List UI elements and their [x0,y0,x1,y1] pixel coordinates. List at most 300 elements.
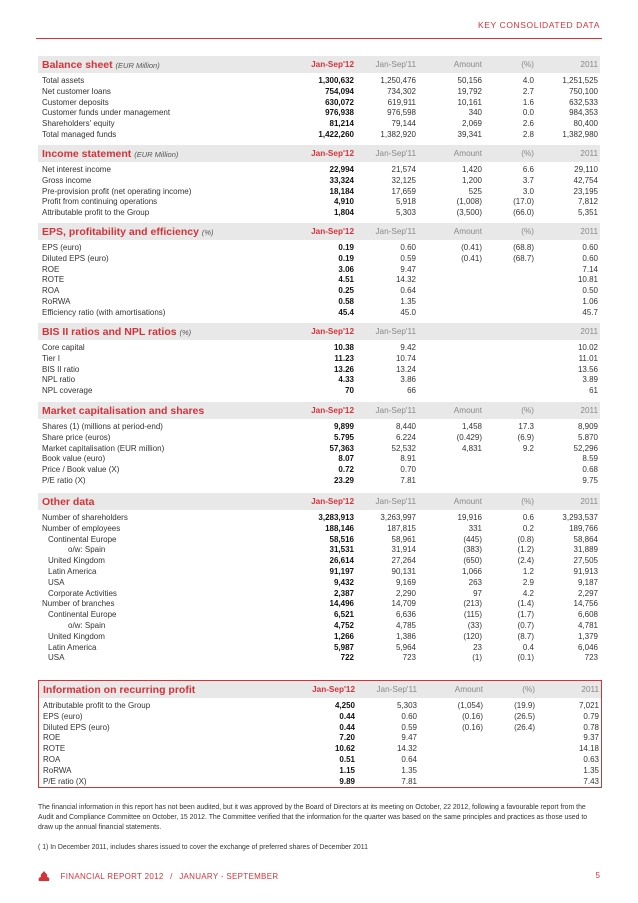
row-label: USA [48,653,65,663]
cell-v2: 14,709 [391,599,416,609]
row-label: Shares (1) (millions at period-end) [42,422,163,431]
cell-v2: 6,636 [395,610,416,620]
cell-v3: 1,066 [461,566,482,576]
cell-v4 [482,365,534,376]
cell-v1: 1,300,632 [318,76,354,85]
cell-v3 [417,755,483,766]
cell-v1: 4.33 [338,375,354,385]
table-row [38,187,600,198]
table-row [38,545,600,556]
cell-v4: (0.1) [517,653,534,663]
cell-v4: 6.6 [522,165,534,174]
bis-ratios-section [38,323,600,397]
cell-v2: 58,961 [391,534,416,544]
cell-v1: 5.795 [333,432,354,442]
table-row [38,197,600,208]
cell-v4: 17.3 [518,422,534,431]
column-header-c2: Jan-Sep'11 [375,497,416,506]
section-title-text: Balance sheet [42,58,113,71]
table-row [38,108,600,119]
market-cap-section [38,402,600,487]
table-row [38,599,600,610]
cell-v5: 23,195 [573,186,598,196]
cell-v1: 0.58 [338,296,354,306]
section-rows [38,419,600,487]
cell-v3: (1,054) [457,701,483,710]
section-title-text: EPS, profitability and efficiency [42,225,199,238]
row-label: Attributable profit to the Group [43,701,151,710]
cell-v5: 14.18 [578,744,599,754]
cell-v4 [483,744,535,755]
table-row [39,766,601,777]
cell-v5: 80,400 [573,119,598,129]
column-header-c2: Jan-Sep'11 [375,406,416,415]
table-row [38,98,600,109]
cell-v4: (0.8) [517,534,534,544]
cell-v4: 0.0 [522,108,534,118]
row-label: Profit from continuing operations [42,197,158,207]
cell-v1: 0.44 [339,722,355,732]
table-row [38,524,600,535]
cell-v5: 0.60 [582,253,598,263]
cell-v2: 52,532 [391,443,416,453]
cell-v2: 27,264 [391,556,416,566]
cell-v5: 27,505 [573,556,598,566]
row-label: USA [48,577,65,587]
audit-note: The financial information in this report has not been audited, but it was approved by the Board of Directors at its meeting on October, 22 2012, following a favourable report from the Audit and Compliance Committee on October, 15 2012. The Committee verified that the information for the quarter was based on the same principles and practices as those used to draw up the annual financial statements. [38,804,588,831]
cell-v1: 57,363 [329,443,354,453]
cell-v3 [417,766,483,777]
recurring-profit-section [38,680,602,788]
row-label: Total assets [42,76,85,85]
section-unit: (EUR Million) [134,149,179,159]
flame-logo-icon [38,871,50,883]
column-header-c5: 2011 [580,227,598,236]
cell-v3 [416,465,482,476]
cell-v5: 1.35 [583,765,599,775]
row-label: NPL coverage [42,386,93,396]
cell-v3: (0.41) [461,243,482,252]
cell-v2: 90,131 [391,566,416,576]
table-row [39,712,601,723]
cell-v1: 7.20 [339,733,355,743]
cell-v3 [416,286,482,297]
cell-v1: 0.25 [338,286,354,296]
cell-v3: (120) [463,631,482,641]
cell-v4: 2.8 [522,129,534,139]
cell-v2: 4,785 [395,620,416,630]
row-label: EPS (euro) [43,711,83,721]
table-row [38,343,600,354]
header-rule [36,38,602,39]
cell-v5: 0.63 [583,754,599,764]
cell-v1: 6,521 [333,610,354,620]
cell-v2: 8.91 [400,454,416,464]
row-label: Net customer loans [42,86,111,96]
cell-v2: 31,914 [391,545,416,555]
row-label: Efficiency ratio (with amortisations) [42,307,166,317]
section-rows [38,162,600,219]
table-row [39,701,601,712]
row-label: Diluted EPS (euro) [42,253,109,263]
table-row [38,165,600,176]
cell-v3 [417,733,483,744]
row-label: Number of shareholders [42,513,128,522]
section-unit: (EUR Million) [115,60,160,70]
column-header-c3: Amount [453,406,482,415]
cell-v2: 6.224 [395,432,416,442]
table-row [38,119,600,130]
cell-v5: 4,781 [577,620,598,630]
column-header-c1: Jan-Sep'12 [311,60,354,69]
column-header-c1: Jan-Sep'12 [311,227,354,236]
cell-v5: 58,864 [573,534,598,544]
column-header-c2: Jan-Sep'11 [375,149,416,158]
cell-v4: 0.4 [522,642,534,652]
cell-v5: 61 [589,386,598,396]
cell-v3: 340 [468,108,482,118]
cell-v2: 3.86 [400,375,416,385]
table-row [38,643,600,654]
cell-v4: (68.8) [513,243,534,252]
section-title-text: Information on recurring profit [43,683,196,696]
cell-v4 [482,386,534,397]
cell-v5: 3.89 [582,375,598,385]
cell-v1: 9.89 [339,776,355,786]
cell-v1: 3.06 [338,264,354,274]
cell-v4: 0.2 [522,523,534,533]
cell-v2: 723 [402,653,416,663]
row-label: Shareholders' equity [42,119,115,129]
row-label: Continental Europe [48,534,117,544]
column-header-c5: 2011 [581,685,599,694]
row-label: Pre-provision profit (net operating income) [42,186,192,196]
column-header-c4: (%) [521,60,534,69]
cell-v3 [416,265,482,276]
cell-v1: 188,146 [325,523,354,533]
cell-v1: 0.51 [339,754,355,764]
cell-v5: 0.60 [582,243,598,252]
cell-v3: (1) [472,653,482,663]
row-label: ROA [42,286,60,296]
cell-v1: 4,250 [334,701,355,710]
cell-v1: 81,214 [329,119,354,129]
section-unit: (%) [179,327,192,337]
cell-v3: 50,156 [457,76,482,85]
table-row [38,375,600,386]
row-label: Diluted EPS (euro) [43,722,110,732]
row-label: Latin America [48,642,97,652]
cell-v4: (8.7) [517,631,534,641]
row-label: RoRWA [43,765,72,775]
column-header-c1: Jan-Sep'12 [311,497,354,506]
cell-v5: 750,100 [569,86,598,96]
section-header [38,493,600,510]
table-row [38,243,600,254]
cell-v2: 0.64 [401,754,417,764]
table-row [38,465,600,476]
cell-v1: 70 [345,386,354,396]
cell-v2: 13.24 [395,364,416,374]
cell-v1: 630,072 [325,97,354,107]
cell-v3 [417,744,483,755]
cell-v1: 91,197 [329,566,354,576]
cell-v5: 5,351 [577,208,598,218]
table-row [38,130,600,141]
section-header [38,323,600,340]
cell-v3 [417,777,483,788]
cell-v1: 13.26 [333,364,354,374]
row-label: ROE [43,733,61,743]
row-label: EPS (euro) [42,243,82,252]
cell-v4: 2.6 [522,119,534,129]
cell-v2: 0.70 [400,465,416,475]
row-label: ROE [42,264,60,274]
table-row [38,297,600,308]
cell-v5: 11.01 [578,353,598,363]
row-label: BIS II ratio [42,364,80,374]
cell-v1: 8.07 [338,454,354,464]
footer-report-title: FINANCIAL REPORT 2012 [60,872,164,882]
cell-v1: 4,910 [333,197,354,207]
table-row [39,723,601,734]
row-label: Book value (euro) [42,454,106,464]
cell-v1: 1,266 [333,631,354,641]
table-row [39,744,601,755]
cell-v4: 1.2 [522,566,534,576]
cell-v3: (445) [463,534,482,544]
section-title [39,684,307,696]
cell-v2: 1.35 [400,296,416,306]
cell-v4: 2.9 [522,577,534,587]
cell-v5: 9,187 [577,577,598,587]
column-header-c5: 2011 [580,149,598,158]
cell-v5: 10.02 [577,343,598,352]
cell-v2: 9.47 [401,733,417,743]
section-title [38,148,306,160]
column-header-c2: Jan-Sep'11 [375,327,416,336]
cell-v1: 722 [340,653,354,663]
row-label: Market capitalisation (EUR million) [42,443,165,453]
cell-v5: 189,766 [569,523,598,533]
column-header-c4: (%) [521,149,534,158]
cell-v2: 2,290 [395,588,416,598]
cell-v5: 7,812 [577,197,598,207]
cell-v2: 9.42 [400,343,416,352]
section-title [38,59,306,71]
row-label: United Kingdom [48,631,105,641]
column-header-c4: (%) [521,406,534,415]
cell-v5: 45.7 [582,307,598,317]
column-header-c4: (%) [521,227,534,236]
row-label: Net interest income [42,165,111,174]
section-header [38,145,600,162]
cell-v3: (0.16) [462,711,483,721]
column-header-c3: Amount [454,685,483,694]
cell-v2: 0.60 [401,711,417,721]
table-row [38,535,600,546]
cell-v1: 18,184 [329,186,354,196]
table-row [38,632,600,643]
table-row [38,433,600,444]
cell-v3: (115) [463,610,482,620]
cell-v2: 17,659 [391,186,416,196]
cell-v5: 6,046 [577,642,598,652]
cell-v2: 66 [407,386,416,396]
cell-v5: 0.78 [583,722,599,732]
table-row [38,578,600,589]
cell-v3 [416,386,482,397]
eps-profitability-section [38,223,600,319]
cell-v4: (6.9) [517,432,534,442]
column-header-c5: 2011 [580,497,598,506]
section-rows [38,240,600,319]
row-label: Total managed funds [42,129,117,139]
cell-v5: 7.43 [583,776,599,786]
other-data-section [38,493,600,664]
section-title-text: Other data [42,495,95,508]
cell-v5: 7,021 [578,701,599,710]
cell-v5: 52,296 [573,443,598,453]
cell-v1: 9,432 [333,577,354,587]
cell-v2: 187,815 [387,523,416,533]
footer-separator: / [170,872,173,882]
cell-v5: 10.81 [577,275,598,285]
cell-v2: 9,169 [395,577,416,587]
cell-v3: (650) [463,556,482,566]
cell-v3: 19,792 [457,86,482,96]
row-label: P/E ratio (X) [43,776,87,786]
cell-v4: (1.2) [517,545,534,555]
row-label: Customer deposits [42,97,109,107]
cell-v1: 1,422,260 [318,129,354,139]
cell-v2: 5,964 [395,642,416,652]
cell-v1: 23.29 [333,475,354,485]
row-label: ROTE [43,744,66,754]
section-rows [38,73,600,141]
cell-v5: 8.59 [582,454,598,464]
table-row [38,208,600,219]
cell-v5: 91,913 [573,566,598,576]
cell-v2: 0.64 [400,286,416,296]
cell-v1: 33,324 [329,175,354,185]
section-title [38,405,306,417]
cell-v4 [483,777,535,788]
cell-v2: 14.32 [396,744,417,754]
cell-v5: 8,909 [577,422,598,431]
cell-v2: 0.59 [401,722,417,732]
page-header-title: KEY CONSOLIDATED DATA [477,20,600,30]
cell-v1: 0.19 [338,243,354,252]
cell-v2: 1,386 [395,631,416,641]
section-rows [38,340,600,397]
row-label: Price / Book value (X) [42,465,120,475]
column-header-c2: Jan-Sep'11 [376,685,417,694]
row-label: Corporate Activities [48,588,117,598]
cell-v3: 10,161 [457,97,482,107]
row-label: Customer funds under management [42,108,171,118]
cell-v4 [482,297,534,308]
section-title [38,496,306,508]
cell-v1: 4,752 [333,620,354,630]
table-row [38,254,600,265]
row-label: Number of branches [42,599,115,609]
footnote: ( 1) In December 2011, includes shares issued to cover the exchange of preferred shares of December 2011 [38,844,368,851]
cell-v2: 0.59 [400,253,416,263]
table-row [38,476,600,487]
cell-v5: 0.68 [582,465,598,475]
cell-v1: 45.4 [338,307,354,317]
cell-v3: 23 [473,642,482,652]
row-label: Share price (euros) [42,432,111,442]
cell-v2: 734,302 [387,86,416,96]
cell-v1: 0.44 [339,711,355,721]
table-row [38,610,600,621]
cell-v1: 1.15 [339,765,355,775]
column-header-c5: 2011 [580,327,598,336]
column-header-c3: Amount [453,497,482,506]
cell-v5: 9.75 [582,475,598,485]
table-row [38,589,600,600]
cell-v3: 525 [468,186,482,196]
cell-v5: 3,293,537 [562,513,598,522]
cell-v3: 1,458 [461,422,482,431]
table-row [38,653,600,664]
cell-v4 [483,755,535,766]
cell-v4: (1.7) [517,610,534,620]
cell-v3 [416,275,482,286]
table-row [38,76,600,87]
cell-v1: 3,283,913 [318,513,354,522]
cell-v1: 1,804 [333,208,354,218]
cell-v2: 7.81 [400,475,416,485]
cell-v2: 976,598 [387,108,416,118]
footer-period: JANUARY - SEPTEMBER [179,872,279,882]
balance-sheet-section [38,56,600,141]
row-label: Gross income [42,175,92,185]
cell-v2: 10.74 [395,353,416,363]
cell-v4: 3.7 [522,175,534,185]
cell-v4 [482,275,534,286]
cell-v5: 13.56 [577,364,598,374]
cell-v4: 3.0 [522,186,534,196]
section-header [39,681,601,698]
cell-v4: (68.7) [513,253,534,263]
cell-v2: 79,144 [391,119,416,129]
cell-v5: 984,353 [569,108,598,118]
cell-v4: (0.7) [517,620,534,630]
row-label: ROTE [42,275,65,285]
column-header-c1: Jan-Sep'12 [312,685,355,694]
cell-v2: 14.32 [395,275,416,285]
cell-v3: 97 [473,588,482,598]
row-label: o/w: Spain [68,545,106,555]
section-title-text: Income statement [42,147,132,160]
cell-v4: 4.0 [522,76,534,85]
cell-v2: 619,911 [387,97,416,107]
cell-v1: 14,496 [329,599,354,609]
section-title [38,226,306,238]
cell-v5: 31,889 [573,545,598,555]
footer [38,871,278,883]
column-header-c4: (%) [521,497,534,506]
table-row [38,176,600,187]
income-statement-section [38,145,600,219]
column-header-c3: Amount [453,60,482,69]
row-label: Number of employees [42,523,121,533]
table-row [38,354,600,365]
cell-v3: 1,420 [461,165,482,174]
